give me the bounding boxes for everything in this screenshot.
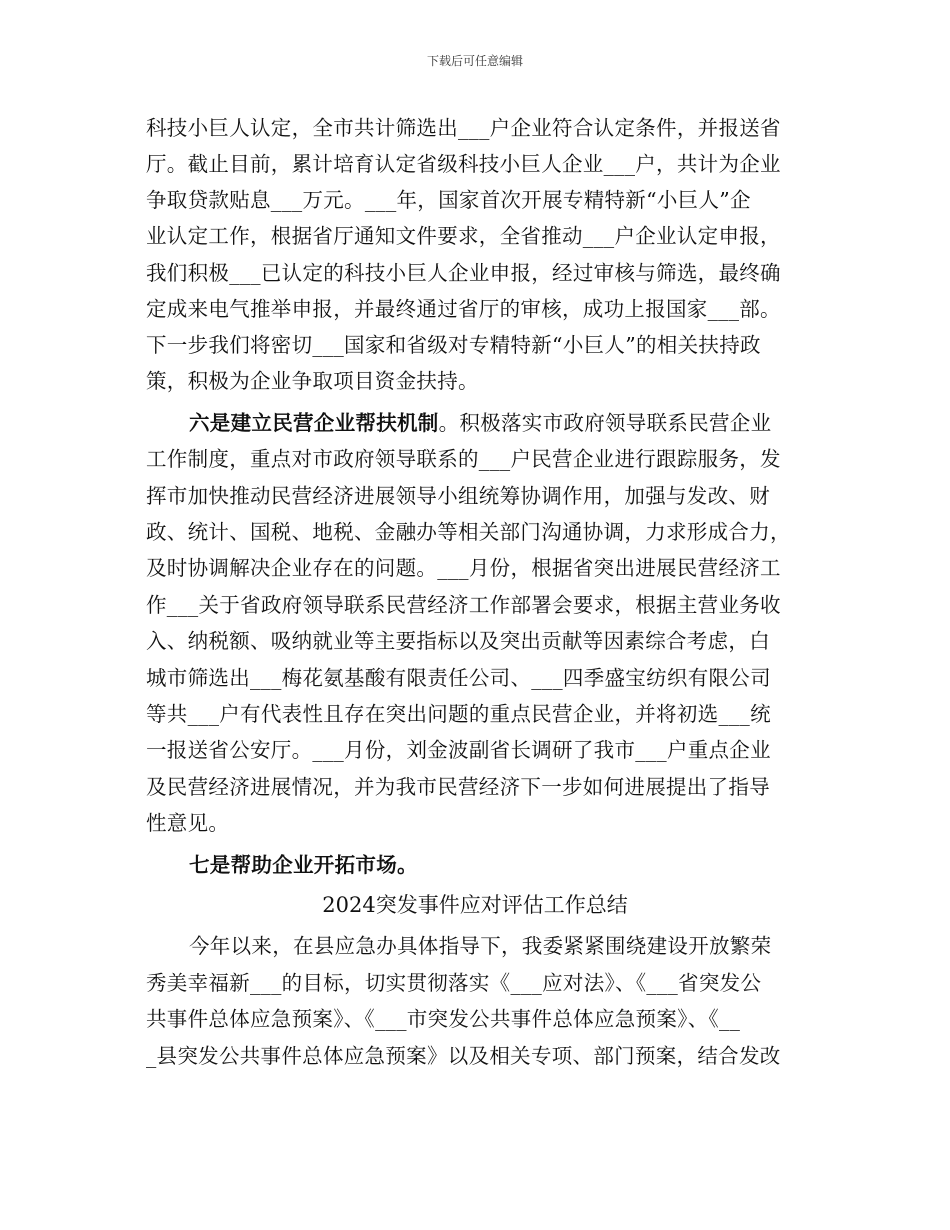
paragraph-line: 业认定工作，根据省厅通知文件要求，全省推动___户企业认定申报， [146, 224, 781, 248]
paragraph-line: 定成来电气推举申报，并最终通过省厅的审核，成功上报国家___部。 [146, 297, 781, 321]
paragraph-line: _县突发公共事件总体应急预案》以及相关专项、部门预案，结合发改 [146, 1044, 781, 1068]
paragraph-line: 等共___户有代表性且存在突出问题的重点民营企业，并将初选___统 [146, 702, 771, 726]
section-heading: 六是建立民营企业帮扶机制 [189, 411, 439, 435]
paragraph-line: 秀美幸福新___的目标，切实贯彻落实《___应对法》、《___省突发公 [146, 971, 762, 995]
paragraph-line: 策，积极为企业争取项目资金扶持。 [146, 369, 479, 393]
paragraph-line: 下一步我们将密切___国家和省级对专精特新“小巨人”的相关扶持政 [146, 333, 761, 357]
document-title: 2024突发事件应对评估工作总结 [322, 893, 628, 917]
paragraph-line: 及时协调解决企业存在的问题。___月份，根据省突出进展民营经济工 [146, 556, 781, 580]
paragraph-first-line: 今年以来，在县应急办具体指导下，我委紧紧围绕建设开放繁荣 [189, 934, 772, 958]
paragraph-line: 入、纳税额、吸纳就业等主要指标以及突出贡献等因素综合考虑，白 [146, 629, 770, 653]
page-header: 下载后可任意编辑 [426, 54, 523, 68]
paragraph-first-line [189, 405, 869, 441]
paragraph-line: 科技小巨人认定，全市共计筛选出___户企业符合认定条件，并报送省 [146, 116, 781, 140]
paragraph-text: 。积极落实市政府领导联系民营企业 [438, 411, 772, 435]
paragraph-line: 一报送省公安厅。___月份，刘金波副省长调研了我市___户重点企业 [146, 738, 771, 762]
paragraph-line: 政、统计、国税、地税、金融办等相关部门沟通协调，力求形成合力， [146, 520, 791, 544]
paragraph-line: 我们积极___已认定的科技小巨人企业申报，经过审核与筛选，最终确 [146, 261, 781, 285]
section-heading: 七是帮助企业开拓市场。 [189, 853, 418, 877]
paragraph-line: 争取贷款贴息___万元。___年，国家首次开展专精特新“小巨人”企 [146, 188, 751, 212]
paragraph-line: 及民营经济进展情况，并为我市民营经济下一步如何进展提出了指导 [146, 775, 770, 799]
paragraph-line: 城市筛选出___梅花氨基酸有限责任公司、___四季盛宝纺织有限公司 [146, 666, 771, 690]
paragraph-line: 性意见。 [146, 811, 230, 835]
paragraph-line: 厅。截止目前，累计培育认定省级科技小巨人企业___户，共计为企业 [146, 152, 781, 176]
paragraph-line: 挥市加快推动民营经济进展领导小组统筹协调作用，加强与发改、财 [146, 484, 770, 508]
paragraph-line: 作___关于省政府领导联系民营经济工作部署会要求，根据主营业务收 [146, 593, 781, 617]
paragraph-line: 共事件总体应急预案》、《___市突发公共事件总体应急预案》、《__ [146, 1007, 741, 1031]
paragraph-line: 工作制度，重点对市政府领导联系的___户民营企业进行跟踪服务，发 [146, 447, 781, 471]
